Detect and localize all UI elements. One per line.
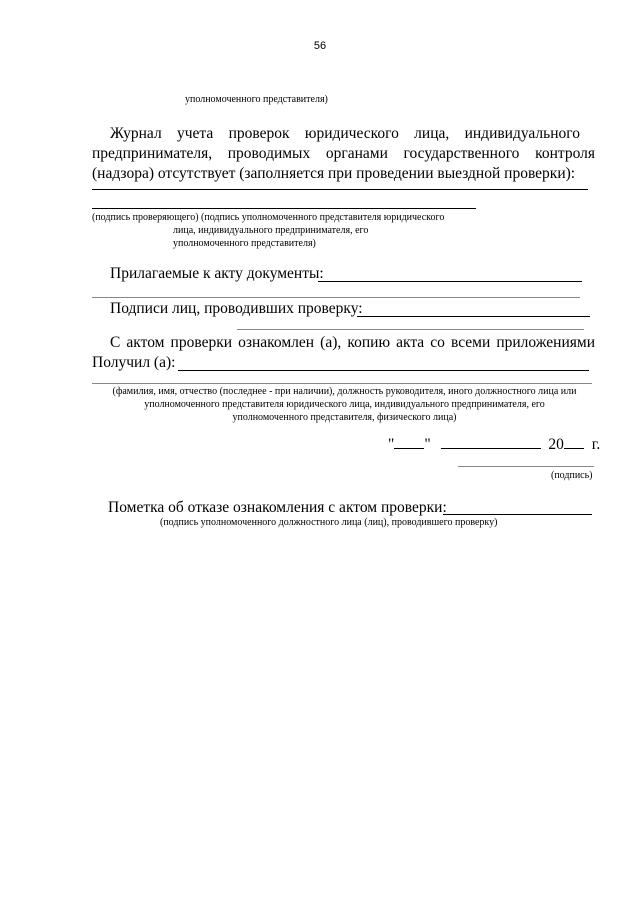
person-caption-line-3: уполномоченного представителя, физического лица) [232,412,457,423]
received-label: Получил (а): [92,354,176,371]
signature-caption: (подпись) [551,470,593,481]
date-month-field[interactable] [441,433,541,449]
received-field[interactable] [178,370,589,371]
signature-caption-line-3: уполномоченного представителя) [173,238,316,249]
journal-line-1: Журнал учета проверок юридического лица, индивидуального [110,125,580,142]
attached-docs-label: Прилагаемые к акту документы: [110,265,324,282]
inspectors-signatures-label: Подписи лиц, проводивших проверку: [110,300,363,317]
top-caption: уполномоченного представителя) [185,94,328,105]
journal-fill-line [92,189,588,190]
signature-line [92,208,476,209]
attached-docs-field[interactable] [318,281,582,282]
inspectors-signatures-field[interactable] [357,316,590,317]
person-caption-line-1: (фамилия, имя, отчество (последнее - при наличии), должность руководителя, иного должностного лица или [112,386,577,397]
date-year-prefix: 20 [548,436,564,453]
refusal-label: Пометка об отказе ознакомления с актом проверки: [108,499,447,516]
refusal-field[interactable] [443,514,592,515]
date-quote-open: " [388,436,395,453]
acquainted-line: С актом проверки ознакомлен (а), копию акта со всеми приложениями [110,334,595,351]
date-year-suffix: г. [591,436,601,453]
journal-line-3: (надзора) отсутствует (заполняется при проведении выездной проверки): [92,165,576,182]
signature-field[interactable] [458,466,594,467]
signature-caption-line-2: лица, индивидуального предпринимателя, его [173,225,369,236]
date-quote-close: " [424,436,431,453]
received-line-2 [92,383,592,384]
attached-docs-line-2 [92,297,580,298]
date-line [388,433,600,455]
date-day-field[interactable] [394,433,424,449]
page-number: 56 [313,40,327,52]
signature-caption-line-1: (подпись проверяющего) (подпись уполномоченного представителя юридического [92,212,445,223]
journal-line-2: предпринимателя, проводимых органами государственного контроля [92,145,595,162]
date-year-field[interactable] [564,433,584,449]
inspectors-signatures-line-2 [237,329,584,330]
refusal-caption: (подпись уполномоченного должностного лица (лиц), проводившего проверку) [160,517,498,528]
person-caption-line-2: уполномоченного представителя юридического лица, индивидуального предпринимателя, его [144,399,545,410]
